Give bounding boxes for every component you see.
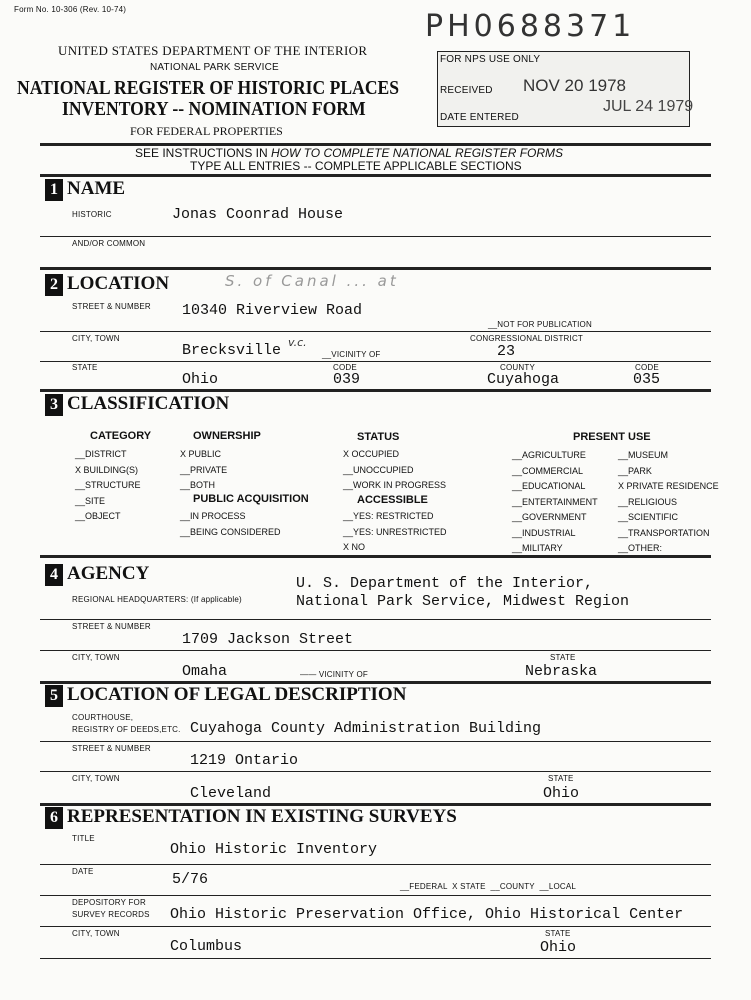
federal-properties-label: FOR FEDERAL PROPERTIES [130, 124, 283, 138]
state-label: STATE [545, 929, 571, 938]
city-field[interactable]: Brecksville [182, 342, 282, 359]
checkbox-religious[interactable]: __RELIGIOUS [618, 496, 678, 507]
checkbox-yes-restricted[interactable]: __YES: RESTRICTED [343, 511, 434, 521]
state-field[interactable]: Ohio [543, 785, 580, 802]
checkbox-private-residence[interactable]: X PRIVATE RESIDENCE [618, 481, 719, 491]
courthouse-label: COURTHOUSE, [72, 713, 134, 722]
section-4-heading [45, 563, 149, 586]
city-label: CITY, TOWN [72, 653, 120, 662]
divider [40, 619, 711, 620]
section-title: LOCATION [67, 273, 170, 294]
divider [40, 771, 711, 772]
checkbox-commercial[interactable]: __COMMERCIAL [512, 465, 584, 476]
checkbox-work-in-progress[interactable]: __WORK IN PROGRESS [343, 480, 447, 490]
checkbox-private[interactable]: __PRIVATE [180, 464, 228, 475]
ownership-heading: OWNERSHIP [193, 430, 261, 442]
section-5-heading [45, 684, 406, 707]
vicinity-label: __VICINITY OF [322, 350, 381, 359]
divider [40, 864, 711, 865]
street-field[interactable]: 1219 Ontario [190, 752, 299, 769]
present-use-col1 [512, 448, 598, 557]
street-label: STREET & NUMBER [72, 622, 151, 631]
form-number: Form No. 10-306 (Rev. 10-74) [14, 5, 127, 14]
section-title: CLASSIFICATION [67, 393, 230, 414]
section-3-heading [45, 393, 229, 416]
public-acquisition-heading: PUBLIC ACQUISITION [193, 493, 309, 505]
status-heading: STATUS [357, 431, 400, 443]
checkbox-educational[interactable]: __EDUCATIONAL [512, 481, 586, 491]
form-subtitle: INVENTORY -- NOMINATION FORM [62, 98, 366, 120]
registry-label: REGISTRY OF DEEDS,ETC. [72, 725, 181, 734]
congressional-district-field[interactable]: 23 [497, 343, 516, 360]
divider [40, 331, 711, 332]
category-heading: CATEGORY [90, 430, 152, 442]
vicinity-label: —— VICINITY OF [300, 670, 368, 679]
divider [40, 174, 711, 177]
checkbox-public[interactable]: X PUBLIC [180, 449, 222, 459]
section-number: 1 [45, 179, 63, 201]
checkbox-buildings[interactable]: X BUILDING(S) [75, 464, 139, 475]
county-code-label: CODE [635, 363, 659, 372]
status-list [343, 447, 446, 494]
county-label: COUNTY [500, 363, 535, 372]
nps-use-heading: FOR NPS USE ONLY [440, 54, 541, 65]
acquisition-list [180, 509, 281, 540]
common-name-label: AND/OR COMMON [72, 239, 146, 248]
checkbox-scientific[interactable]: __SCIENTIFIC [618, 512, 679, 522]
divider [40, 555, 711, 558]
handwritten-note: S. of Canal ... at [225, 272, 399, 290]
congressional-district-label: CONGRESSIONAL DISTRICT [470, 334, 584, 343]
form-title: NATIONAL REGISTER OF HISTORIC PLACES [17, 77, 400, 99]
state-field[interactable]: Nebraska [525, 663, 598, 680]
state-field[interactable]: Ohio [540, 939, 577, 956]
courthouse-field[interactable]: Cuyahoga County Administration Building [190, 720, 542, 737]
county-code-field[interactable]: 035 [633, 371, 661, 388]
section-title: AGENCY [67, 563, 150, 584]
checkbox-transportation[interactable]: __TRANSPORTATION [618, 527, 710, 538]
section-title: LOCATION OF LEGAL DESCRIPTION [67, 684, 407, 705]
checkbox-both[interactable]: __BOTH [180, 480, 216, 490]
checkbox-occupied[interactable]: X OCCUPIED [343, 449, 400, 459]
street-label: STREET & NUMBER [72, 744, 151, 753]
historic-name-field[interactable]: Jonas Coonrad House [172, 206, 344, 223]
checkbox-government[interactable]: __GOVERNMENT [512, 512, 587, 522]
nps-use-only-box [437, 51, 694, 127]
section-number: 6 [45, 807, 63, 829]
survey-level-checkboxes[interactable]: __FEDERAL X STATE __COUNTY __LOCAL [400, 882, 577, 891]
city-field[interactable]: Omaha [182, 663, 228, 680]
survey-title-field[interactable]: Ohio Historic Inventory [170, 841, 378, 858]
divider [40, 958, 711, 959]
instructions-line-2: TYPE ALL ENTRIES -- COMPLETE APPLICABLE SECTIONS [190, 159, 522, 173]
divider [40, 267, 711, 270]
checkbox-yes-unrestricted[interactable]: __YES: UNRESTRICTED [343, 526, 447, 537]
handwritten-vicinity-note: v.c. [288, 336, 307, 349]
divider [40, 650, 711, 651]
date-label: DATE [72, 867, 94, 876]
city-field[interactable]: Cleveland [190, 785, 272, 802]
divider [40, 361, 711, 362]
depository-field[interactable]: Ohio Historic Preservation Office, Ohio Historical Center [170, 906, 684, 923]
entered-stamp: JUL 24 1979 [603, 98, 694, 115]
department-name: UNITED STATES DEPARTMENT OF THE INTERIOR [58, 43, 368, 58]
category-list [75, 447, 141, 525]
section-number: 3 [45, 394, 63, 416]
date-entered-label: DATE ENTERED [440, 112, 519, 123]
divider [40, 236, 711, 237]
checkbox-industrial[interactable]: __INDUSTRIAL [512, 527, 576, 538]
city-label: CITY, TOWN [72, 334, 120, 343]
regional-hq-field-line1[interactable]: U. S. Department of the Interior, [296, 575, 594, 592]
county-field[interactable]: Cuyahoga [487, 371, 560, 388]
instructions-italic: HOW TO COMPLETE NATIONAL REGISTER FORMS [271, 146, 564, 160]
section-number: 2 [45, 274, 63, 296]
ownership-list [180, 447, 227, 494]
checkbox-object[interactable]: __OBJECT [75, 511, 121, 521]
checkbox-unoccupied[interactable]: __UNOCCUPIED [343, 464, 414, 475]
state-label: STATE [548, 774, 574, 783]
survey-title-label: TITLE [72, 834, 95, 843]
street-field[interactable]: 1709 Jackson Street [182, 631, 354, 648]
not-for-publication[interactable]: __NOT FOR PUBLICATION [488, 320, 592, 329]
service-name: NATIONAL PARK SERVICE [150, 62, 279, 73]
section-6-heading [45, 806, 457, 829]
state-label: STATE [550, 653, 576, 662]
checkbox-district[interactable]: __DISTRICT [75, 449, 127, 459]
historic-label: HISTORIC [72, 210, 112, 219]
checkbox-entertainment[interactable]: __ENTERTAINMENT [512, 496, 598, 507]
depository-label: DEPOSITORY FOR [72, 898, 146, 907]
checkbox-agriculture[interactable]: __AGRICULTURE [512, 450, 586, 460]
checkbox-no[interactable]: X NO [343, 542, 366, 552]
divider [40, 741, 711, 742]
received-label: RECEIVED [440, 85, 493, 96]
city-field[interactable]: Columbus [170, 938, 243, 955]
accessible-list [343, 509, 447, 556]
instructions-text: SEE INSTRUCTIONS IN [135, 146, 272, 160]
regional-hq-field-line2[interactable]: National Park Service, Midwest Region [296, 593, 630, 610]
street-field[interactable]: 10340 Riverview Road [182, 302, 363, 319]
accessible-heading: ACCESSIBLE [357, 494, 428, 506]
received-stamp: NOV 20 1978 [523, 76, 627, 95]
city-label: CITY, TOWN [72, 774, 120, 783]
regional-hq-label: REGIONAL HEADQUARTERS: (If applicable) [72, 595, 242, 604]
section-title: REPRESENTATION IN EXISTING SURVEYS [67, 806, 457, 827]
date-field[interactable]: 5/76 [172, 871, 209, 888]
state-code-field[interactable]: 039 [333, 371, 361, 388]
checkbox-other[interactable]: __OTHER: [618, 543, 663, 553]
divider [40, 926, 711, 927]
divider [40, 389, 711, 392]
section-number: 4 [45, 564, 63, 586]
state-label: STATE [72, 363, 98, 372]
section-2-heading [45, 273, 169, 296]
section-1-heading [45, 178, 125, 201]
checkbox-site[interactable]: __SITE [75, 495, 106, 506]
section-title: NAME [67, 178, 126, 199]
state-code-label: CODE [333, 363, 357, 372]
street-label: STREET & NUMBER [72, 302, 151, 311]
checkbox-in-process[interactable]: __IN PROCESS [180, 511, 246, 521]
survey-records-label: SURVEY RECORDS [72, 910, 150, 919]
city-label: CITY, TOWN [72, 929, 120, 938]
state-field[interactable]: Ohio [182, 371, 219, 388]
checkbox-park[interactable]: __PARK [618, 465, 652, 476]
present-use-col2 [618, 448, 719, 557]
checkbox-military[interactable]: __MILITARY [512, 543, 563, 553]
checkbox-being-considered[interactable]: __BEING CONSIDERED [180, 526, 281, 537]
divider [40, 895, 711, 896]
checkbox-museum[interactable]: __MUSEUM [618, 450, 669, 460]
checkbox-structure[interactable]: __STRUCTURE [75, 480, 141, 490]
handwritten-reference-number: PH0688371 [425, 9, 636, 44]
section-number: 5 [45, 685, 63, 707]
present-use-heading: PRESENT USE [573, 431, 651, 443]
